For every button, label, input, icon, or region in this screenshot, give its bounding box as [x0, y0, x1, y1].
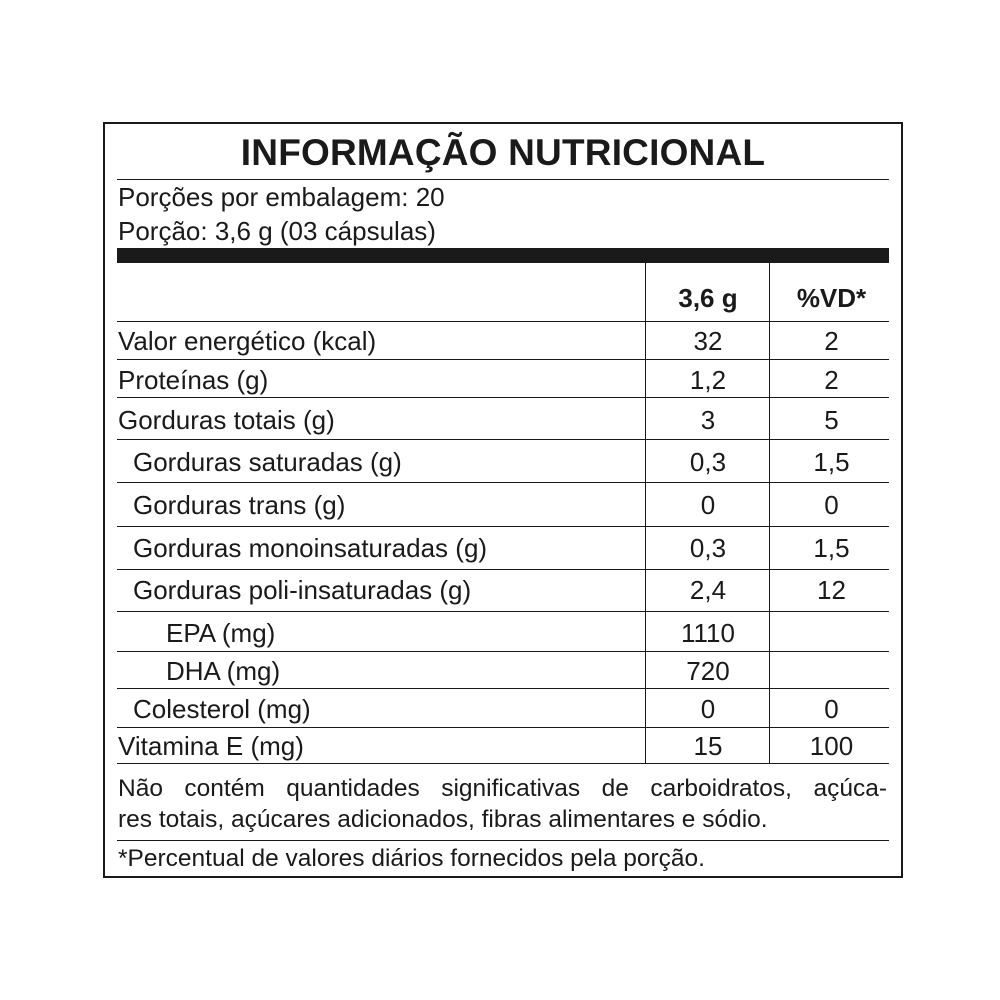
nutrient-amount: 0	[700, 490, 716, 520]
divider	[117, 179, 889, 180]
nutrient-daily-value: 5	[824, 405, 839, 435]
divider	[117, 397, 889, 398]
divider	[117, 321, 889, 322]
nutrient-amount: 0	[700, 694, 716, 724]
divider	[117, 727, 889, 728]
servings-per-package: Porções por embalagem: 20	[118, 182, 445, 212]
nutrient-daily-value: 0	[824, 694, 839, 724]
nutrient-name: Vitamina E (mg)	[118, 731, 304, 761]
nutrient-amount: 1110	[681, 618, 735, 648]
nutrient-amount: 3	[700, 405, 716, 435]
divider	[117, 569, 889, 570]
divider	[117, 482, 889, 483]
footnote-line: res totais, açúcares adicionados, fibras alimentares e sódio.	[118, 806, 768, 833]
footnote-line: Não contém quantidades significativas de carboidratos, açúca-	[118, 775, 887, 802]
nutrient-daily-value: 100	[809, 731, 854, 761]
nutrient-amount: 15	[693, 731, 723, 761]
nutrient-amount: 720	[686, 656, 730, 686]
thick-divider	[117, 248, 889, 263]
nutrient-amount: 32	[693, 326, 723, 356]
nutrient-amount: 2,4	[689, 575, 727, 605]
nutrient-amount: 0,3	[689, 447, 727, 477]
divider	[117, 359, 889, 360]
nutrient-name: Gorduras monoinsaturadas (g)	[133, 533, 488, 563]
nutrient-name: Colesterol (mg)	[133, 694, 311, 724]
nutrient-name: Gorduras poli-insaturadas (g)	[133, 575, 472, 605]
label-title: INFORMAÇÃO NUTRICIONAL	[240, 132, 766, 173]
nutrient-daily-value: 12	[817, 575, 846, 605]
divider	[117, 763, 889, 764]
divider	[117, 651, 889, 652]
divider	[117, 439, 889, 440]
nutrient-daily-value: 2	[824, 365, 839, 395]
nutrient-name: Proteínas (g)	[118, 365, 269, 395]
divider	[117, 611, 889, 612]
header-daily-value: %VD*	[796, 283, 867, 313]
divider	[117, 688, 889, 689]
nutrient-name: Gorduras saturadas (g)	[133, 447, 402, 477]
nutrient-name: Gorduras totais (g)	[118, 405, 335, 435]
nutrient-daily-value: 1,5	[813, 447, 850, 477]
nutrient-name: DHA (mg)	[166, 656, 281, 686]
serving-size: Porção: 3,6 g (03 cápsulas)	[118, 216, 436, 246]
nutrient-name: Valor energético (kcal)	[118, 326, 377, 356]
divider	[117, 840, 889, 841]
divider	[117, 526, 889, 527]
footnote-daily-values: *Percentual de valores diários fornecidos pela porção.	[118, 845, 705, 872]
nutrient-daily-value: 2	[824, 326, 839, 356]
nutrient-amount: 0,3	[689, 533, 727, 563]
nutrient-name: Gorduras trans (g)	[133, 490, 346, 520]
header-amount: 3,6 g	[678, 283, 738, 313]
nutrient-daily-value: 0	[824, 490, 839, 520]
nutrient-daily-value: 1,5	[813, 533, 850, 563]
nutrient-amount: 1,2	[689, 365, 727, 395]
nutrient-name: EPA (mg)	[166, 618, 276, 648]
nutrition-facts-label	[103, 122, 903, 878]
